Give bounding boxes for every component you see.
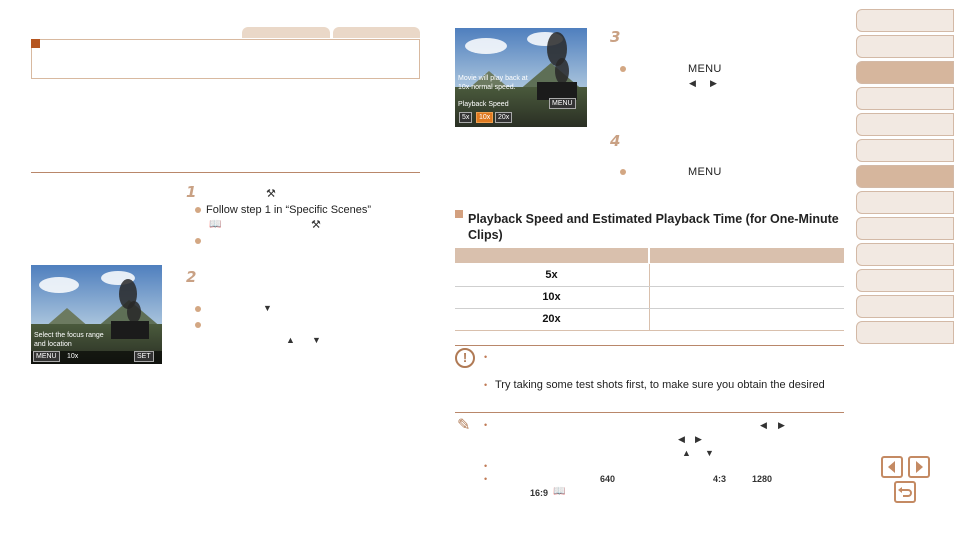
down-arrow-icon: ▼: [312, 335, 321, 345]
page-ref-icon: 📖: [553, 486, 566, 497]
menu-button-label: MENU: [688, 63, 722, 75]
left-arrow-icon: ◀: [689, 78, 696, 88]
down-arrow-icon: ▼: [263, 303, 272, 313]
down-arrow-icon: ▼: [705, 448, 714, 458]
step-4-number: 4: [610, 132, 621, 150]
right-arrow-icon: ▶: [710, 78, 717, 88]
nav-tab-7[interactable]: [856, 165, 954, 188]
scene-mode-icon-2: ⚒: [311, 219, 321, 231]
caution-icon: !: [455, 348, 475, 368]
nav-tab-8[interactable]: [856, 191, 954, 214]
menu-chip: MENU: [33, 351, 60, 362]
chevron-right-icon: [910, 458, 928, 476]
step-2-number: 2: [186, 268, 197, 286]
next-page-button[interactable]: [908, 456, 930, 478]
note-bullet-icon: •: [484, 420, 488, 430]
pencil-icon: ✎: [457, 417, 471, 434]
nav-tab-13[interactable]: [856, 321, 954, 344]
aspect-16-9-icon: 16:9: [530, 488, 549, 498]
table-header-col-1: [455, 248, 648, 263]
nav-tab-12[interactable]: [856, 295, 954, 318]
nav-tab-3[interactable]: [856, 61, 954, 84]
focus-range-screenshot: [31, 265, 162, 364]
page-title-box: [31, 39, 420, 79]
focus-caption-text: Select the focus range and location: [34, 332, 104, 348]
up-arrow-icon: ▲: [682, 448, 691, 458]
speed-caption-text: Movie will play back at 10x normal speed.: [458, 75, 528, 91]
table-row-divider: [455, 286, 844, 287]
step-1-number: 1: [186, 183, 197, 201]
aspect-4-3-icon: 4:3: [713, 474, 727, 484]
set-chip: SET: [134, 351, 154, 362]
header-tab-1[interactable]: [242, 27, 330, 38]
right-arrow-icon: ▶: [695, 434, 702, 444]
bullet-icon: [195, 306, 201, 312]
nav-tab-1[interactable]: [856, 9, 954, 32]
note-bullet-icon: •: [484, 461, 488, 471]
step-1-text: Follow step 1 in “Specific Scenes”: [206, 204, 372, 216]
table-row-20x: 20x: [542, 313, 561, 325]
bullet-icon: [620, 66, 626, 72]
menu-button-label: MENU: [688, 166, 722, 178]
step-3-number: 3: [610, 28, 621, 46]
return-arrow-icon: [896, 483, 914, 501]
focus-caption: [34, 331, 104, 349]
table-row-10x: 10x: [542, 291, 561, 303]
section-divider: [31, 172, 420, 173]
bullet-icon: [195, 322, 201, 328]
up-arrow-icon: ▲: [286, 335, 295, 345]
table-row-5x: 5x: [545, 269, 558, 281]
scene-mode-icon: ⚒: [266, 188, 276, 200]
title-marker-icon: [31, 39, 40, 48]
left-arrow-icon: ◀: [678, 434, 685, 444]
page-ref-icon: 📖: [209, 219, 222, 230]
memo-top-rule: [455, 412, 844, 413]
note-bullet-icon: •: [484, 352, 488, 362]
nav-tab-6[interactable]: [856, 139, 954, 162]
menu-chip: MENU: [549, 98, 576, 109]
bullet-icon: [195, 207, 201, 213]
resolution-640-icon: 640: [600, 474, 616, 484]
speed-chip-10x[interactable]: 10x: [476, 112, 493, 123]
nav-tab-9[interactable]: [856, 217, 954, 240]
nav-tab-2[interactable]: [856, 35, 954, 58]
bullet-icon: [195, 238, 201, 244]
caution-text: Try taking some test shots first, to make sure you obtain the desired: [495, 379, 825, 391]
nav-tab-11[interactable]: [856, 269, 954, 292]
note-bullet-icon: •: [484, 380, 488, 390]
nav-tab-10[interactable]: [856, 243, 954, 266]
chevron-left-icon: [883, 458, 901, 476]
resolution-1280-icon: 1280: [752, 474, 773, 484]
note-bullet-icon: •: [484, 474, 488, 484]
speed-indicator: 10x: [67, 353, 79, 360]
caution-top-rule: [455, 345, 844, 346]
nav-tab-5[interactable]: [856, 113, 954, 136]
speed-chip-5x[interactable]: 5x: [459, 112, 472, 123]
speed-chip-20x[interactable]: 20x: [495, 112, 512, 123]
nav-tab-4[interactable]: [856, 87, 954, 110]
table-bottom-rule: [455, 330, 844, 331]
playback-speed-label: Playback Speed: [458, 101, 509, 108]
previous-page-button[interactable]: [881, 456, 903, 478]
section-marker-icon: [455, 210, 463, 218]
playback-speed-screenshot: [455, 28, 587, 127]
return-button[interactable]: [894, 481, 916, 503]
right-arrow-icon: ▶: [778, 420, 785, 430]
table-col-divider: [649, 264, 650, 330]
left-arrow-icon: ◀: [760, 420, 767, 430]
speed-caption: [458, 74, 528, 92]
table-header-col-2: [650, 248, 844, 263]
header-tab-2[interactable]: [333, 27, 420, 38]
bullet-icon: [620, 169, 626, 175]
table-row-divider: [455, 308, 844, 309]
section-heading: Playback Speed and Estimated Playback Time (for One-Minute Clips): [468, 212, 839, 242]
